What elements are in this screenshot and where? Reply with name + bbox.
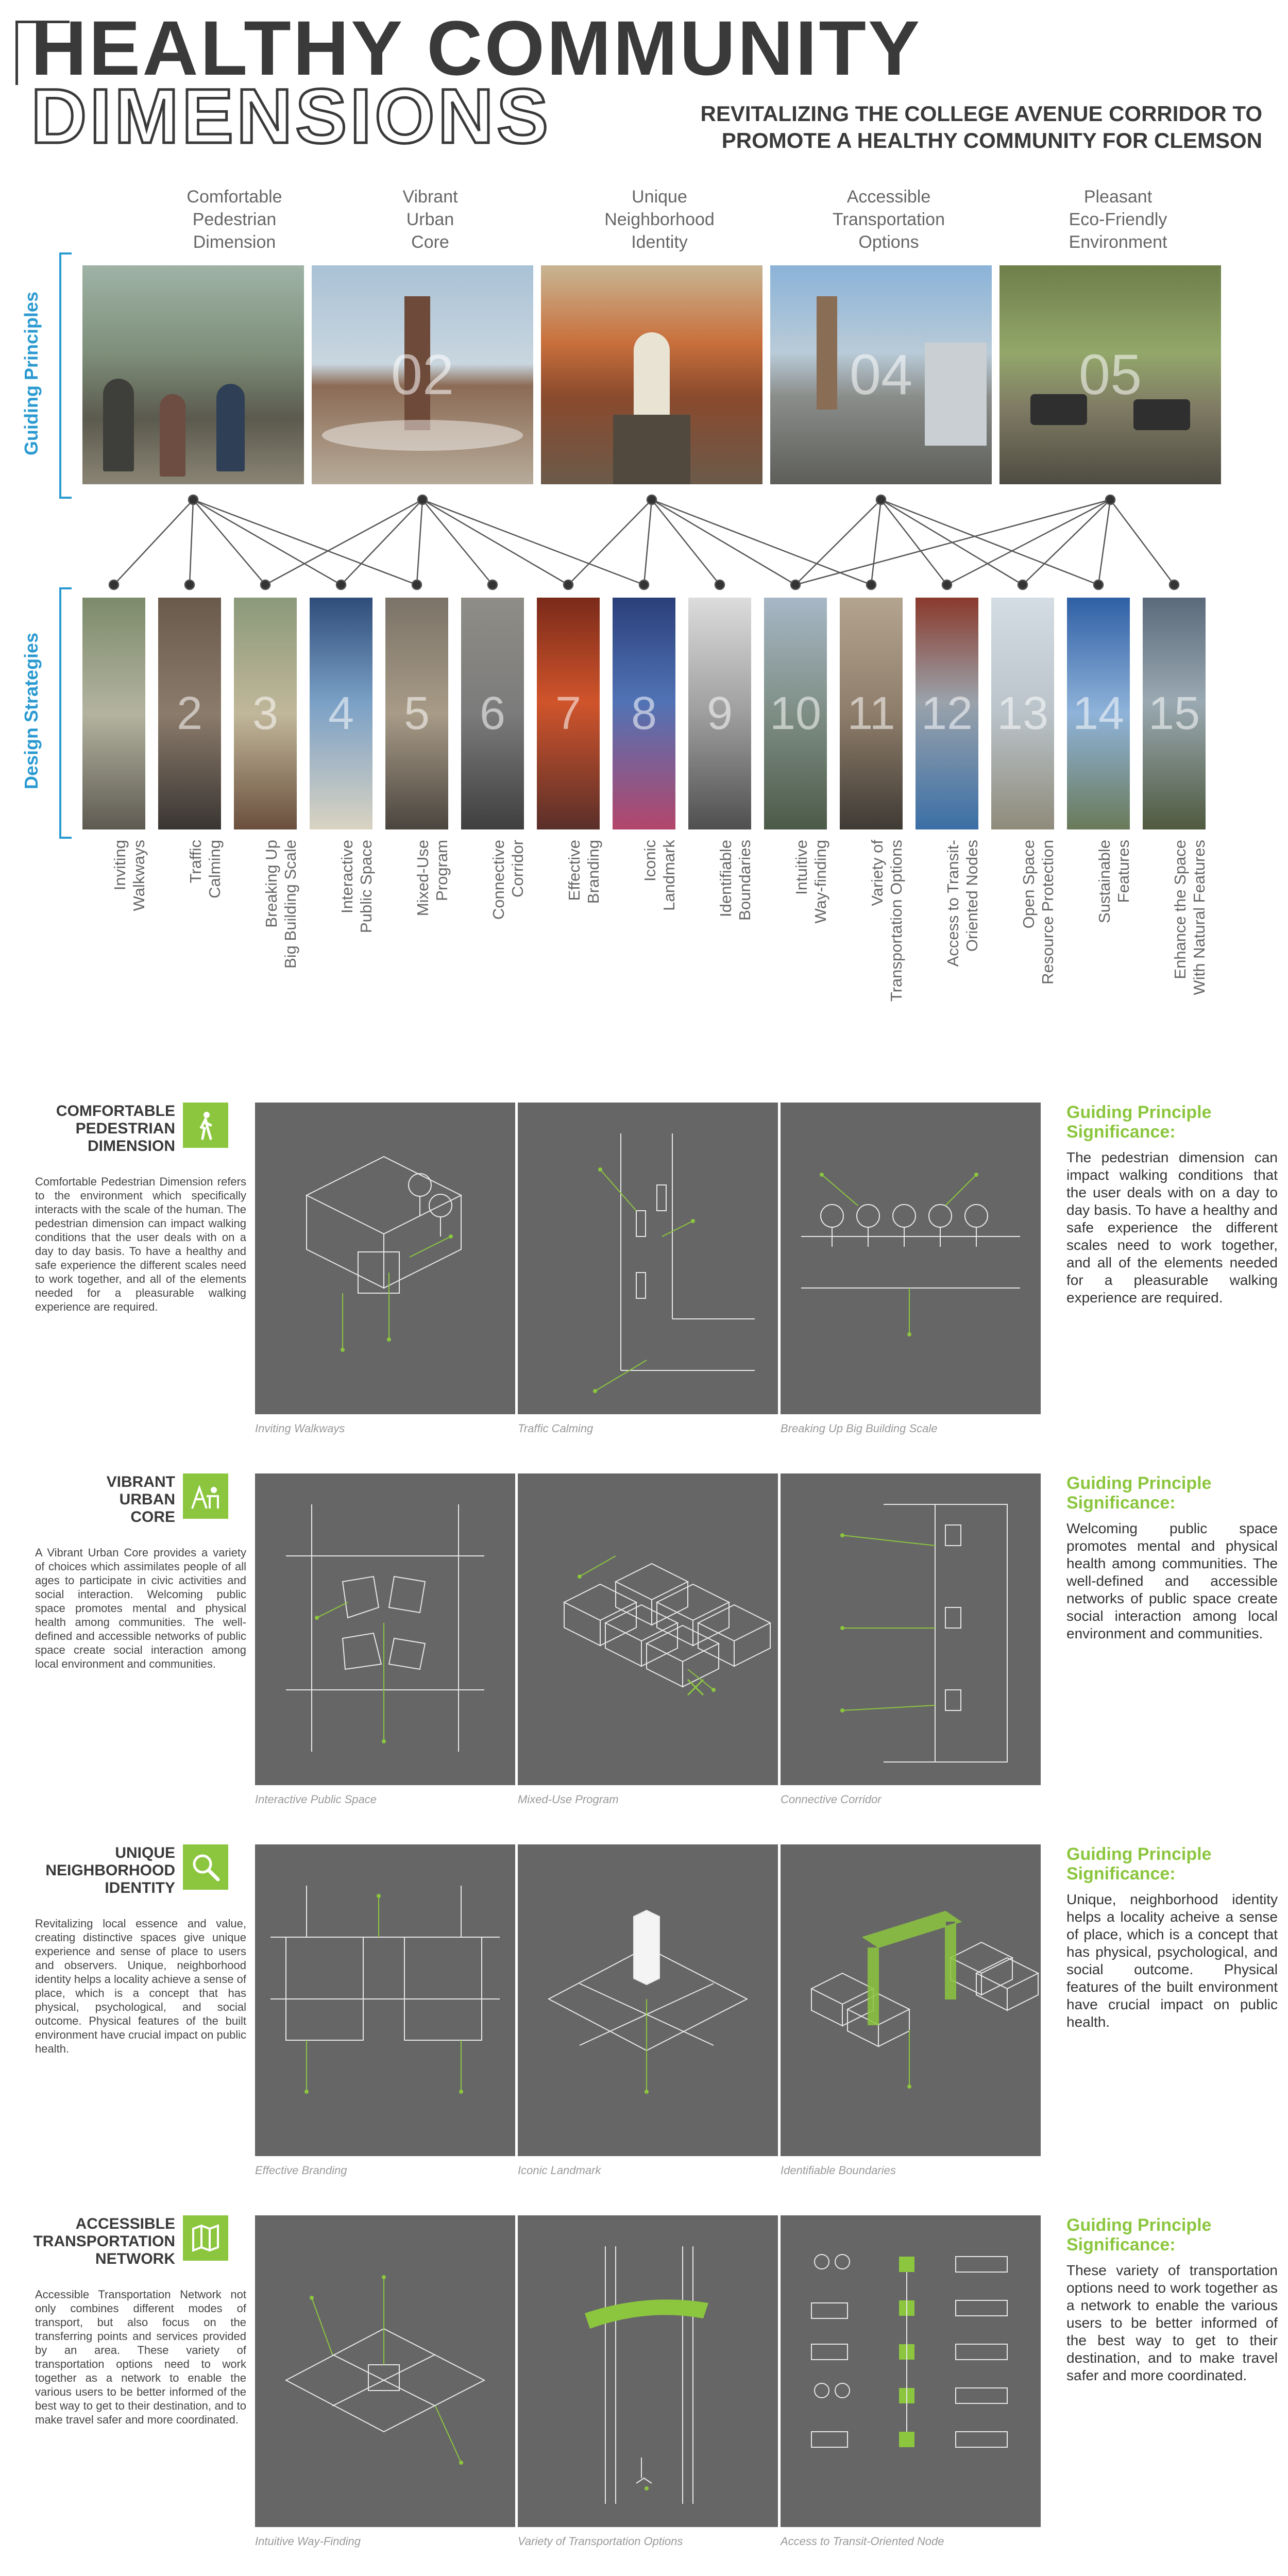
principle-number-5: 05: [1078, 343, 1142, 406]
guiding-principles-bracket: [59, 252, 72, 499]
strategy-label-8: [608, 840, 681, 1010]
strategy-label-9: [684, 840, 756, 1010]
strategy-photo-10: [764, 598, 827, 829]
strategy-number-1: [82, 598, 145, 829]
diagram-panel-3: [781, 1473, 1041, 1785]
diagram-drawing-2: [518, 1103, 778, 1414]
strategy-number-8: 8: [631, 687, 657, 739]
title-line-1: HEALTHY COMMUNITY: [31, 5, 922, 91]
magnifier-icon: [183, 1844, 228, 1890]
strategy-label-text-8: Iconic Landmark: [641, 840, 678, 911]
subtitle-line-1: REVITALIZING THE COLLEGE AVENUE CORRIDOR TO: [700, 101, 1262, 126]
strategy-photo-12: [916, 598, 978, 829]
strategy-label-text-5: Mixed-Use Program: [414, 840, 451, 917]
diagram-drawing-1: [255, 1473, 515, 1785]
diagram-panel-1: [255, 1473, 515, 1785]
section-title: UNIQUE NEIGHBORHOOD IDENTITY: [45, 1844, 175, 1896]
strategy-photo-8: [613, 598, 675, 829]
section-description: Revitalizing local essence and value, creating distinctive spaces give unique experience and sense of place to users and observers. Unique, neighborhood identity helps a locality achieve a sense of place, which is a concept that has physical, psychological, and social outcome. Physical features of the built environment have crucial impact on public health.: [35, 1917, 246, 2055]
strategy-photo-14: [1067, 598, 1130, 829]
diagram-caption-1: Intuitive Way-Finding: [255, 2535, 361, 2548]
strategy-number-9: 9: [706, 687, 733, 739]
strategy-label-11: [836, 840, 908, 1010]
diagram-panel-1: [255, 1103, 515, 1414]
strategy-label-text-2: Traffic Calming: [187, 840, 224, 899]
strategy-photo-3: [234, 598, 297, 829]
strategy-photo-11: [840, 598, 903, 829]
strategy-label-text-6: Connective Corridor: [489, 840, 527, 920]
strategy-label-5: [381, 840, 453, 1010]
strategy-label-7: [533, 840, 605, 1010]
diagram-drawing-1: [255, 1103, 515, 1414]
section-description: Comfortable Pedestrian Dimension refers to the environment which specifically interacts with the scale of the human. The pedestrian dimension can impact walking conditions that the user deals with on a day to day basis. To have a healthy and safe experience the different scales need to work together, and all of the elements needed for a pleasurable walking experience are required.: [35, 1175, 246, 1313]
diagram-panel-1: [255, 1844, 515, 2156]
strategy-label-13: [987, 840, 1059, 1010]
principle-label-4: Accessible Transportation Options: [833, 187, 945, 252]
strategy-label-text-7: Effective Branding: [565, 840, 602, 904]
strategy-label-text-11: Variety of Transportation Options: [868, 840, 905, 1002]
strategy-photo-4: [310, 598, 372, 829]
diagram-drawing-2: [518, 1473, 778, 1785]
diagram-drawing-2: [518, 1844, 778, 2156]
strategy-label-text-12: Access to Transit- Oriented Nodes: [944, 840, 981, 967]
principle-label-5: Pleasant Eco-Friendly Environment: [1069, 187, 1167, 252]
strategy-label-3: [230, 840, 302, 1010]
section-description: Accessible Transportation Network not only combines different modes of transport, but also focus on the transferring points and services provided by an area. These variety of transportation options need to work together as a network to enable the various users to be better informed of the best way to get to their destination, and to make travel safer and more coordinated.: [35, 2288, 246, 2426]
subtitle-line-2: PROMOTE A HEALTHY COMMUNITY FOR CLEMSON: [721, 128, 1262, 152]
significance-text: Welcoming public space promotes mental and physical health among communities. The well-defined and accessible networks of public space create social interaction among local environment and communities.: [1066, 1520, 1278, 1641]
diagram-caption-3: Access to Transit-Oriented Node: [781, 2535, 944, 2548]
strategy-number-15: 15: [1148, 687, 1200, 739]
section-title: COMFORTABLE PEDESTRIAN DIMENSION: [56, 1103, 175, 1155]
diagram-caption-1: Inviting Walkways: [255, 1422, 345, 1435]
diagram-caption-3: Connective Corridor: [781, 1793, 882, 1806]
principle-photo-1: [82, 265, 304, 484]
strategy-label-text-14: Sustainable Features: [1095, 840, 1132, 924]
strategy-label-15: [1139, 840, 1211, 1010]
strategy-photo-13: [991, 598, 1054, 829]
diagram-panel-3: [781, 1103, 1041, 1414]
diagram-drawing-3: [781, 1844, 1041, 2156]
diagram-caption-2: Mixed-Use Program: [518, 1793, 619, 1806]
diagram-panel-3: [781, 1844, 1041, 2156]
guiding-principles-label: Guiding Principles: [21, 291, 42, 456]
strategy-number-3: 3: [252, 687, 279, 739]
strategy-label-1: [78, 840, 150, 1010]
playground-icon: [183, 1473, 228, 1519]
section-title: ACCESSIBLE TRANSPORTATION NETWORK: [33, 2215, 175, 2267]
subtitle: [659, 100, 1262, 154]
principle-number-2: 02: [391, 343, 454, 406]
significance-heading: Guiding Principle Significance:: [1066, 1473, 1212, 1513]
diagram-panel-2: [518, 1473, 778, 1785]
diagram-caption-2: Variety of Transportation Options: [518, 2535, 683, 2548]
pedestrian-icon: [183, 1103, 228, 1148]
strategy-number-10: 10: [769, 687, 822, 739]
principle-photo-4: [770, 265, 992, 484]
significance-heading: Guiding Principle Significance:: [1066, 1844, 1212, 1884]
strategy-number-14: 14: [1072, 687, 1125, 739]
strategy-label-12: [911, 840, 984, 1010]
diagram-caption-2: Traffic Calming: [518, 1422, 594, 1435]
strategy-number-4: 4: [328, 687, 354, 739]
principle-label-2: Vibrant Urban Core: [402, 187, 458, 252]
section-description: A Vibrant Urban Core provides a variety of choices which assimilates people of all ages to participate in civic activities and social interaction. Welcoming public space promotes mental and physical health among communities. The well-defined and accessible networks of public space create social interaction among local environment and communities.: [35, 1546, 246, 1670]
strategy-number-12: 12: [921, 687, 973, 739]
diagram-caption-3: Identifiable Boundaries: [781, 2164, 896, 2177]
diagram-panel-2: [518, 1844, 778, 2156]
strategy-label-6: [457, 840, 529, 1010]
strategy-label-text-10: Intuitive Way-finding: [792, 840, 829, 924]
strategy-photo-15: [1143, 598, 1206, 829]
diagram-drawing-3: [781, 1103, 1041, 1414]
strategy-photo-2: [158, 598, 221, 829]
design-strategies-bracket: [59, 587, 72, 839]
strategy-photo-5: [385, 598, 448, 829]
diagram-panel-1: [255, 2215, 515, 2527]
principle-number-1: [82, 265, 304, 484]
strategy-label-text-4: Interactive Public Space: [338, 840, 375, 933]
strategy-photo-6: [461, 598, 524, 829]
section-title: VIBRANT URBAN CORE: [106, 1473, 175, 1526]
diagram-panel-3: [781, 2215, 1041, 2527]
map-icon: [183, 2215, 228, 2261]
diagram-drawing-1: [255, 2215, 515, 2527]
strategy-label-2: [154, 840, 226, 1010]
diagram-caption-1: Effective Branding: [255, 2164, 347, 2177]
diagram-drawing-1: [255, 1844, 515, 2156]
principle-number-4: 04: [849, 343, 913, 406]
strategy-label-text-9: Identifiable Boundaries: [717, 840, 754, 921]
principle-photo-5: [999, 265, 1221, 484]
strategy-photo-9: [688, 598, 751, 829]
diagram-drawing-3: [781, 1473, 1041, 1785]
diagram-panel-2: [518, 2215, 778, 2527]
diagram-caption-3: Breaking Up Big Building Scale: [781, 1422, 938, 1435]
strategy-photo-1: [82, 598, 145, 829]
title-line-2: DIMENSIONS: [31, 73, 552, 159]
significance-heading: Guiding Principle Significance:: [1066, 1103, 1212, 1142]
principle-strategy-network: [0, 487, 1288, 598]
principle-photo-3: [541, 265, 762, 484]
strategy-number-11: 11: [847, 687, 895, 739]
diagram-drawing-2: [518, 2215, 778, 2527]
diagram-panel-2: [518, 1103, 778, 1414]
principle-label-1: Comfortable Pedestrian Dimension: [187, 187, 282, 252]
strategy-number-7: 7: [555, 687, 582, 739]
strategy-number-6: 6: [479, 687, 506, 739]
diagram-drawing-3: [781, 2215, 1041, 2527]
strategy-label-text-1: Inviting Walkways: [111, 840, 148, 911]
significance-text: The pedestrian dimension can impact walking conditions that the user deals with on a day to day basis. To have a healthy and safe experience the different scales need to work together, and all of the elements needed for a pleasurable walking experience are required.: [1066, 1149, 1278, 1306]
principle-photo-2: [312, 265, 533, 484]
diagram-caption-1: Interactive Public Space: [255, 1793, 377, 1806]
diagram-caption-2: Iconic Landmark: [518, 2164, 601, 2177]
strategy-label-4: [306, 840, 378, 1010]
significance-heading: Guiding Principle Significance:: [1066, 2215, 1212, 2255]
strategy-label-text-13: Open Space Resource Protection: [1020, 840, 1057, 985]
strategy-photo-7: [537, 598, 600, 829]
principle-label-3: Unique Neighborhood Identity: [604, 187, 715, 252]
strategy-number-2: 2: [176, 687, 203, 739]
strategy-number-13: 13: [996, 687, 1049, 739]
strategy-label-text-3: Breaking Up Big Building Scale: [262, 840, 299, 969]
strategy-label-10: [760, 840, 832, 1010]
strategy-number-5: 5: [403, 687, 430, 739]
strategy-label-text-15: Enhance the Space With Natural Features: [1171, 840, 1208, 995]
significance-text: These variety of transportation options need to work together as a network to enable the various users to be better informed of the best way to get to their destination, and to make travel safer and more coordinated.: [1066, 2262, 1278, 2383]
design-strategies-label: Design Strategies: [21, 632, 42, 790]
strategy-label-14: [1063, 840, 1135, 1010]
principle-number-3: [541, 265, 762, 484]
significance-text: Unique, neighborhood identity helps a locality acheive a sense of place, which is a concept that has physical, psychological, and social outcome. Physical features of the built environment have crucial impact on public health.: [1066, 1891, 1278, 2030]
